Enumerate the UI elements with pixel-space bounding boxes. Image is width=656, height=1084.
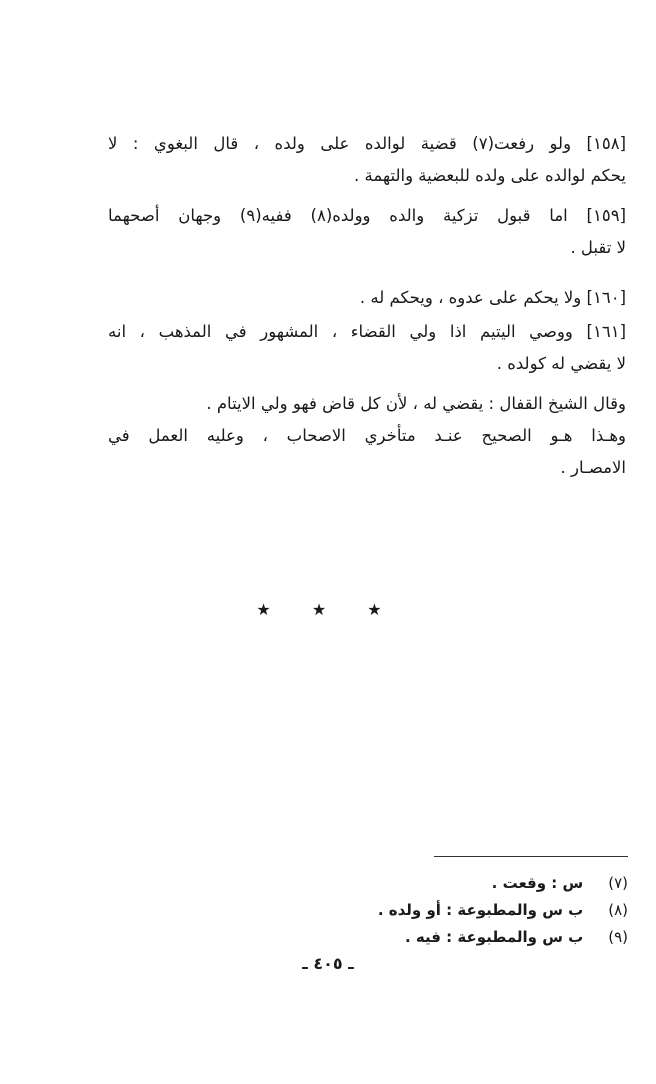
footnote-8 bbox=[300, 897, 628, 924]
footnotes bbox=[300, 870, 628, 951]
paragraph-conclusion bbox=[108, 420, 626, 484]
footnote-rule bbox=[434, 856, 628, 857]
text-line: لا يقضي له كولده . bbox=[496, 354, 626, 373]
paragraph-158 bbox=[108, 128, 626, 192]
text-line: وهـذا هـو الصحيح عنـد متأخري الاصحاب ، وعليه العمل في bbox=[108, 426, 626, 445]
footnote-number: (٩) bbox=[608, 928, 628, 946]
page-number: ـ ٤٠٥ ـ bbox=[302, 954, 354, 973]
text-line: [١٥٨] ولو رفعت(٧) قضية لوالده على ولده ، قال البغوي : لا bbox=[108, 134, 626, 153]
text-line: وقال الشيخ القفال : يقضي له ، لأن كل قاض فهو ولي الايتام . bbox=[206, 394, 626, 413]
footnote-text: ب س والمطبوعة : فيه . bbox=[404, 928, 584, 946]
footnote-number: (٧) bbox=[608, 874, 628, 892]
text-line: يحكم لوالده على ولده للبعضية والتهمة . bbox=[354, 166, 626, 185]
footnote-number: (٨) bbox=[608, 901, 628, 919]
text-line: [١٥٩] اما قبول تزكية والده وولده(٨) ففيه(٩) وجهان أصحهما bbox=[108, 206, 626, 225]
paragraph-160 bbox=[108, 282, 626, 314]
section-separator: ★ ★ ★ bbox=[256, 600, 400, 619]
paragraph-161 bbox=[108, 316, 626, 380]
footnote-text: ب س والمطبوعة : أو ولده . bbox=[377, 901, 584, 919]
text-line: الامصـار . bbox=[560, 458, 626, 477]
text-line: لا تقبل . bbox=[570, 238, 626, 257]
paragraph-qaffal bbox=[108, 388, 626, 420]
footnote-7 bbox=[300, 870, 628, 897]
footnote-9 bbox=[300, 924, 628, 951]
text-line: [١٦٠] ولا يحكم على عدوه ، ويحكم له . bbox=[359, 288, 626, 307]
footnote-text: س : وقعت . bbox=[491, 874, 584, 892]
text-line: [١٦١] ووصي اليتيم اذا ولي القضاء ، المشهور في المذهب ، انه bbox=[108, 322, 626, 341]
paragraph-159 bbox=[108, 200, 626, 264]
